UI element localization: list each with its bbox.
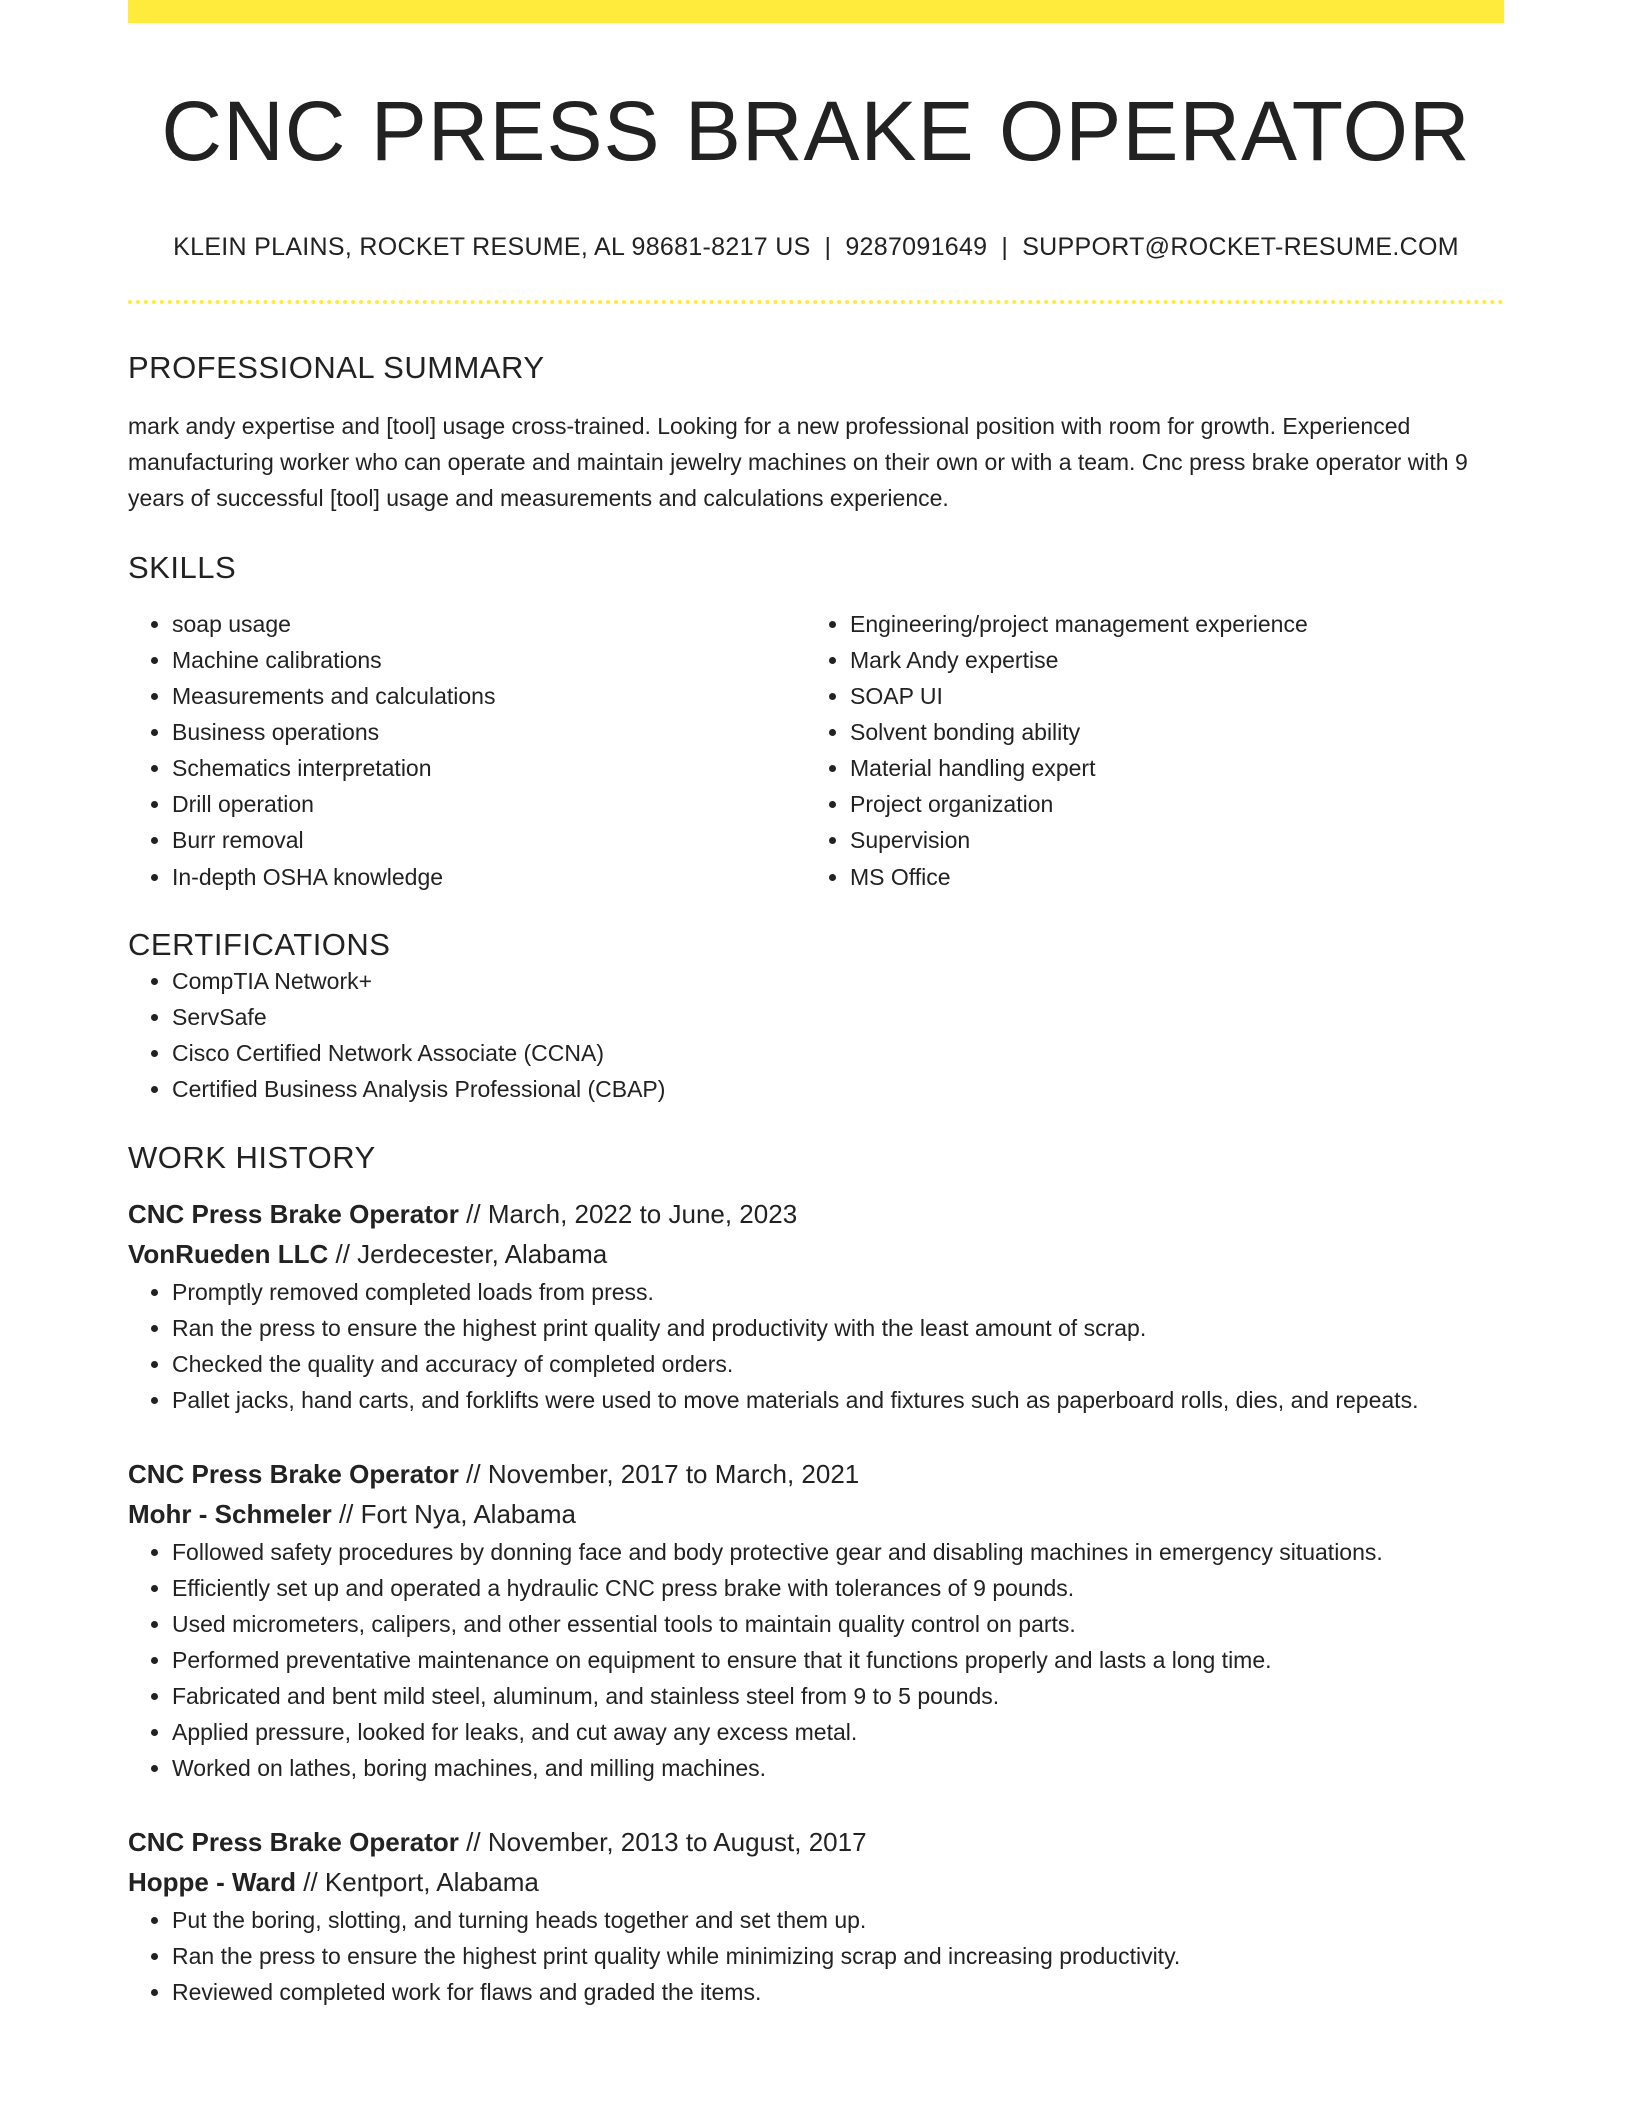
skill-item: • Mark Andy expertise bbox=[850, 642, 1484, 678]
job-title-line bbox=[128, 1194, 1504, 1234]
skills-grid bbox=[128, 606, 1504, 895]
certifications-heading: CERTIFICATIONS bbox=[128, 927, 391, 963]
job-company-line bbox=[128, 1862, 1504, 1902]
contact-separator: | bbox=[1001, 233, 1009, 262]
job-role: CNC Press Brake Operator bbox=[128, 1199, 459, 1230]
certification-item: • ServSafe bbox=[172, 999, 1504, 1035]
skill-item: • MS Office bbox=[850, 859, 1484, 895]
job-bullet-list bbox=[128, 1902, 1504, 2010]
job-bullet-list bbox=[128, 1534, 1504, 1786]
job-bullet: • Checked the quality and accuracy of completed orders. bbox=[172, 1346, 1504, 1382]
contact-address: KLEIN PLAINS, ROCKET RESUME, AL 98681-8217 US bbox=[173, 233, 811, 262]
job-dates: // November, 2013 to August, 2017 bbox=[466, 1827, 867, 1858]
skill-item: • Drill operation bbox=[172, 786, 806, 822]
job-location: // Kentport, Alabama bbox=[303, 1867, 539, 1898]
job-bullet: • Reviewed completed work for flaws and graded the items. bbox=[172, 1974, 1504, 2010]
job-bullet: • Ran the press to ensure the highest print quality while minimizing scrap and increasing productivity. bbox=[172, 1938, 1504, 1974]
job-bullet: • Performed preventative maintenance on equipment to ensure that it functions properly and lasts a long time. bbox=[172, 1642, 1504, 1678]
job-title-line bbox=[128, 1454, 1504, 1494]
work-history-heading: WORK HISTORY bbox=[128, 1140, 376, 1176]
job-role: CNC Press Brake Operator bbox=[128, 1827, 459, 1858]
skill-item: • Supervision bbox=[850, 822, 1484, 858]
contact-line bbox=[128, 233, 1504, 262]
job-bullet-list bbox=[128, 1274, 1504, 1418]
job-entry bbox=[128, 1194, 1504, 1418]
skills-list-left bbox=[128, 606, 806, 895]
work-history-list bbox=[128, 1194, 1504, 2010]
skill-item: • Project organization bbox=[850, 786, 1484, 822]
contact-separator: | bbox=[824, 233, 832, 262]
job-company-line bbox=[128, 1494, 1504, 1534]
job-role: CNC Press Brake Operator bbox=[128, 1459, 459, 1490]
job-bullet: • Efficiently set up and operated a hydraulic CNC press brake with tolerances of 9 pounds. bbox=[172, 1570, 1504, 1606]
dotted-divider bbox=[128, 300, 1504, 304]
job-company: VonRueden LLC bbox=[128, 1239, 329, 1270]
job-bullet: • Put the boring, slotting, and turning heads together and set them up. bbox=[172, 1902, 1504, 1938]
job-location: // Fort Nya, Alabama bbox=[338, 1499, 576, 1530]
certification-item: • CompTIA Network+ bbox=[172, 963, 1504, 999]
job-location: // Jerdecester, Alabama bbox=[335, 1239, 608, 1270]
job-company: Mohr - Schmeler bbox=[128, 1499, 332, 1530]
skills-heading: SKILLS bbox=[128, 550, 237, 586]
skill-item: • Burr removal bbox=[172, 822, 806, 858]
resume-page bbox=[128, 0, 1504, 2010]
job-bullet: • Pallet jacks, hand carts, and forklifts were used to move materials and fixtures such as paperboard rolls, dies, and repeats. bbox=[172, 1382, 1504, 1418]
job-company: Hoppe - Ward bbox=[128, 1867, 297, 1898]
summary-text: mark andy expertise and [tool] usage cross-trained. Looking for a new professional position with room for growth. Experienced manufacturing worker who can operate and maintain jewelry machines on their own or with a team. Cnc press brake operator with 9 years of successful [tool] usage and measurements and calculations experience. bbox=[128, 413, 1468, 512]
job-title-line bbox=[128, 1822, 1504, 1862]
job-bullet: • Ran the press to ensure the highest print quality and productivity with the least amount of scrap. bbox=[172, 1310, 1504, 1346]
skill-item: • Schematics interpretation bbox=[172, 750, 806, 786]
skill-item: • Business operations bbox=[172, 714, 806, 750]
job-entry bbox=[128, 1454, 1504, 1786]
skills-list-right bbox=[806, 606, 1484, 895]
skill-item: • Measurements and calculations bbox=[172, 678, 806, 714]
job-company-line bbox=[128, 1234, 1504, 1274]
skill-item: • Machine calibrations bbox=[172, 642, 806, 678]
summary-heading: PROFESSIONAL SUMMARY bbox=[128, 350, 545, 386]
resume-name: CNC PRESS BRAKE OPERATOR bbox=[161, 84, 1471, 178]
contact-phone: 9287091649 bbox=[845, 233, 988, 262]
job-dates: // March, 2022 to June, 2023 bbox=[466, 1199, 798, 1230]
accent-bar bbox=[128, 0, 1504, 23]
skill-item: • Engineering/project management experience bbox=[850, 606, 1484, 642]
job-bullet: • Used micrometers, calipers, and other essential tools to maintain quality control on parts. bbox=[172, 1606, 1504, 1642]
certifications-list bbox=[128, 963, 1504, 1107]
job-bullet: • Followed safety procedures by donning face and body protective gear and disabling machines in emergency situations. bbox=[172, 1534, 1504, 1570]
skill-item: • soap usage bbox=[172, 606, 806, 642]
skill-item: • In-depth OSHA knowledge bbox=[172, 859, 806, 895]
job-dates: // November, 2017 to March, 2021 bbox=[466, 1459, 860, 1490]
skill-item: • Solvent bonding ability bbox=[850, 714, 1484, 750]
job-bullet: • Applied pressure, looked for leaks, and cut away any excess metal. bbox=[172, 1714, 1504, 1750]
contact-email[interactable]: SUPPORT@ROCKET-RESUME.COM bbox=[1022, 233, 1459, 262]
job-bullet: • Worked on lathes, boring machines, and milling machines. bbox=[172, 1750, 1504, 1786]
certification-item: • Cisco Certified Network Associate (CCNA) bbox=[172, 1035, 1504, 1071]
skill-item: • Material handling expert bbox=[850, 750, 1484, 786]
job-entry bbox=[128, 1822, 1504, 2010]
skill-item: • SOAP UI bbox=[850, 678, 1484, 714]
job-bullet: • Fabricated and bent mild steel, aluminum, and stainless steel from 9 to 5 pounds. bbox=[172, 1678, 1504, 1714]
job-bullet: • Promptly removed completed loads from press. bbox=[172, 1274, 1504, 1310]
certification-item: • Certified Business Analysis Professional (CBAP) bbox=[172, 1071, 1504, 1107]
